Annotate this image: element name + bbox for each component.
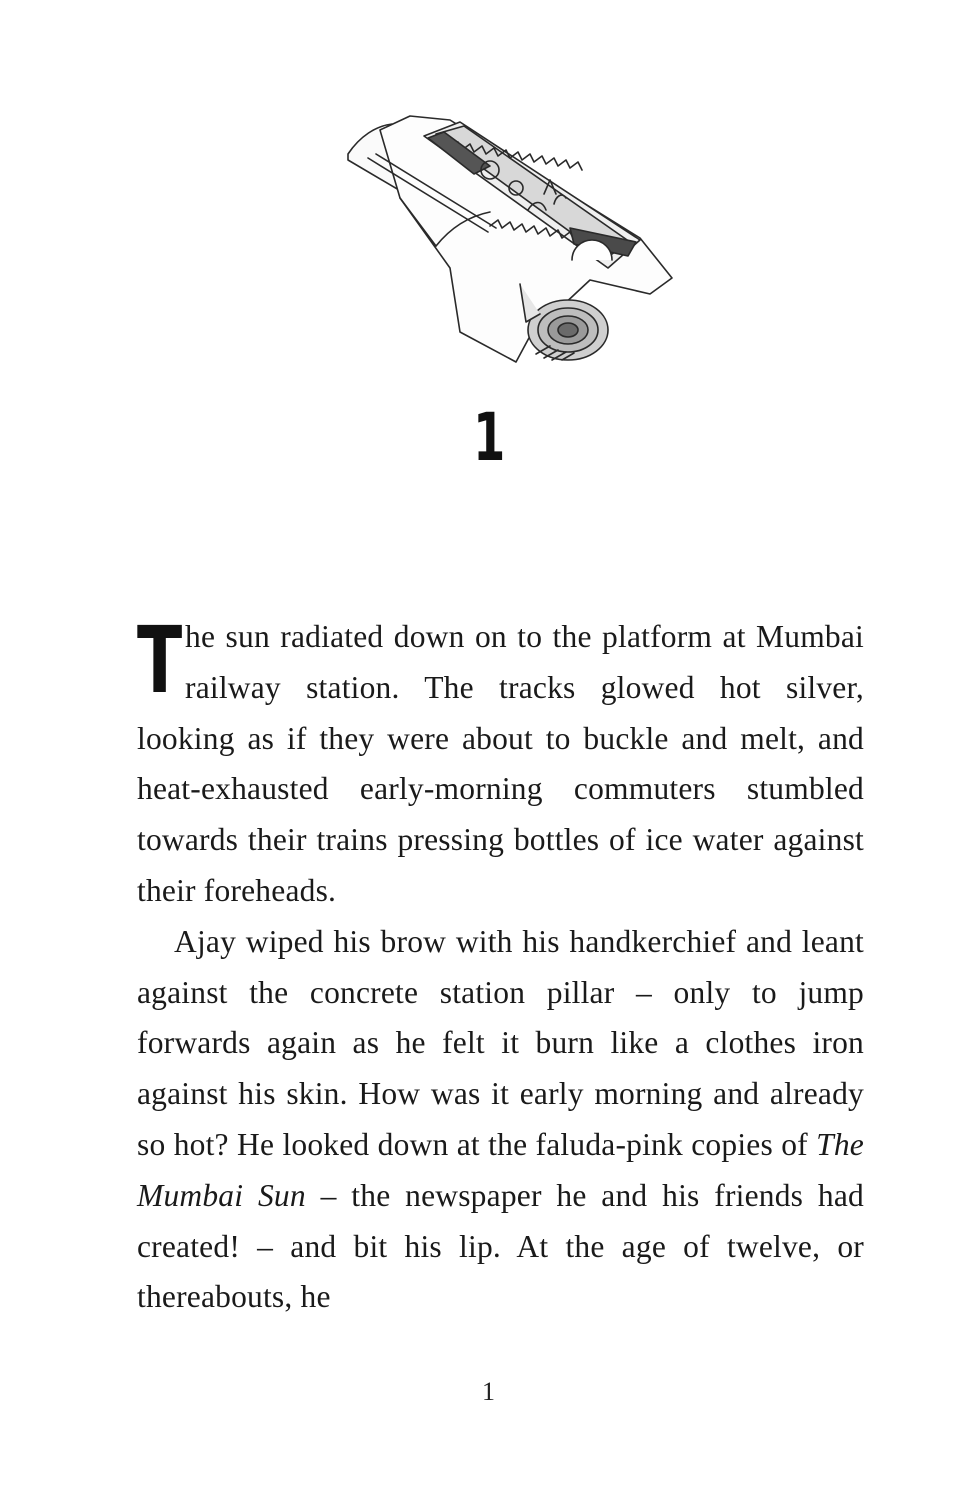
- drop-cap: T: [137, 607, 183, 714]
- paragraph-first-text: he sun radiated down on to the platform at Mumbai railway station. The tracks glowed hot silver, looking as if they were about to buckle and melt, and heat-exhausted early-morning commuters stumbled towards their trains pressing bottles of ice water against their foreheads.: [137, 619, 864, 908]
- paragraph-first: [137, 607, 864, 917]
- paragraph-second-text-before: Ajay wiped his brow with his handkerchief and leant against the concrete station pillar – only to jump forwards again as he felt it burn like a clothes iron against his skin. How was it early morning and already so hot? He looked down at the faluda-pink copies of: [137, 923, 864, 1162]
- body-text: [137, 607, 864, 1323]
- page-number: 1: [482, 1377, 495, 1406]
- paragraph-second-text-after: – the newspaper he and his friends had created! – and bit his lip. At the age of twelve, or thereabouts, he: [137, 1177, 864, 1315]
- chapter-number: 1: [473, 399, 504, 476]
- rolled-newspaper-illustration: [340, 108, 680, 370]
- newspaper-title: The Mumbai Sun: [137, 1126, 864, 1213]
- paragraph-second: [137, 917, 864, 1323]
